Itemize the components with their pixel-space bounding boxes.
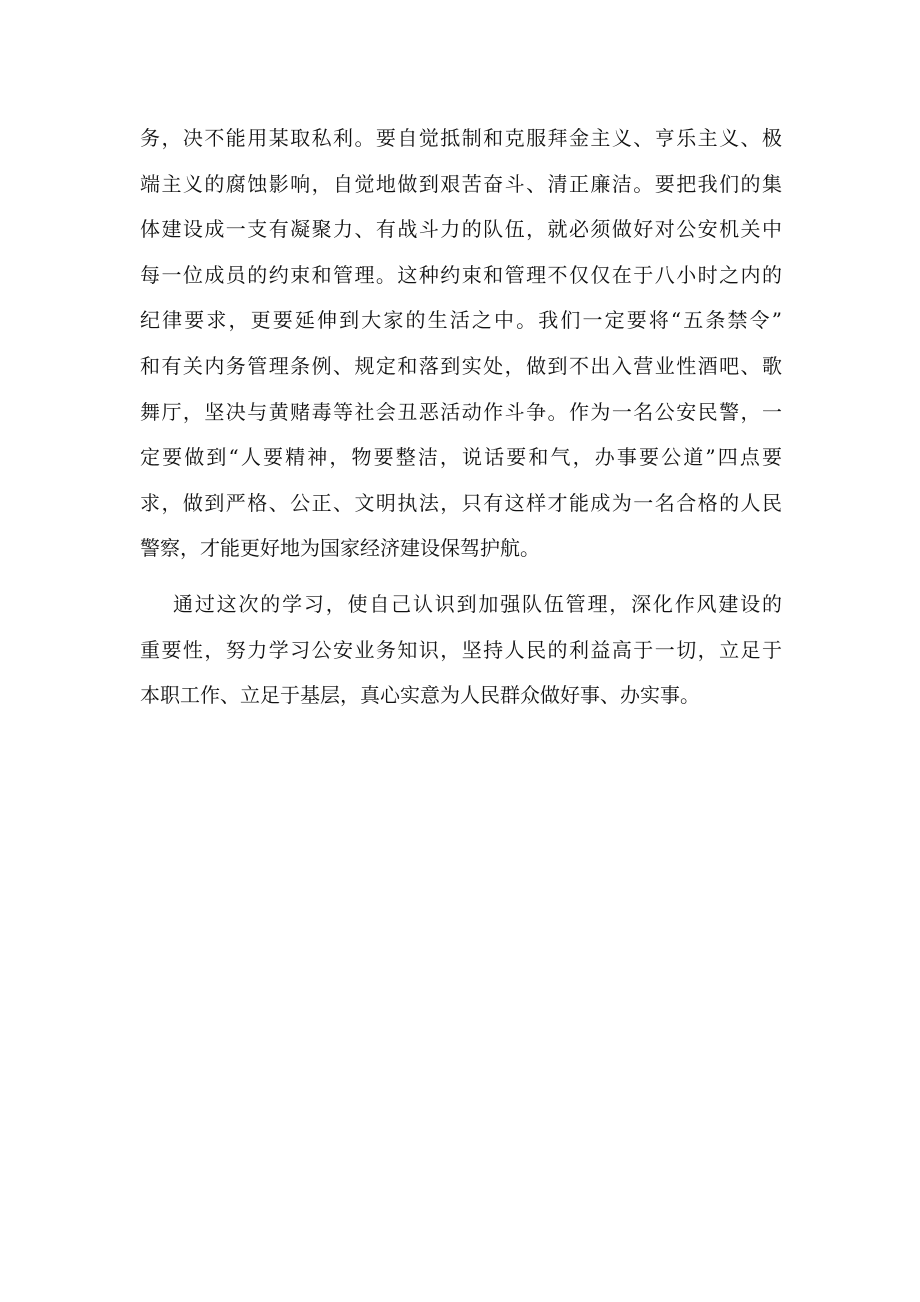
- text-line: 本职工作、立足于基层，真心实意为人民群众做好事、办实事。: [140, 683, 700, 708]
- text-line: 端主义的腐蚀影响，自觉地做到艰苦奋斗、清正廉洁。要把我们的集: [140, 171, 782, 196]
- text-line: 通过这次的学习，使自己认识到加强队伍管理，深化作风建设的: [173, 591, 782, 616]
- paragraph-1: [140, 116, 782, 572]
- text-line: 体建设成一支有凝聚力、有战斗力的队伍，就必须做好对公安机关中: [140, 217, 782, 242]
- text-line: 舞厅，坚决与黄赌毒等社会丑恶活动作斗争。作为一名公安民警，一: [140, 399, 782, 424]
- text-line: 务，决不能用某取私利。要自觉抵制和克服拜金主义、亨乐主义、极: [140, 126, 782, 150]
- document-body: [140, 116, 782, 719]
- text-line: 警察，才能更好地为国家经济建设保驾护航。: [140, 536, 540, 561]
- paragraph-2: [140, 582, 782, 719]
- text-line: 纪律要求，更要延伸到大家的生活之中。我们一定要将“五条禁令”: [140, 308, 782, 333]
- text-line: 重要性，努力学习公安业务知识，坚持人民的利益高于一切，立足于: [140, 637, 782, 662]
- text-line: 求，做到严格、公正、文明执法，只有这样才能成为一名合格的人民: [140, 490, 782, 515]
- paragraph-spacer: [140, 572, 782, 582]
- text-line: 每一位成员的约束和管理。这种约束和管理不仅仅在于八小时之内的: [140, 262, 782, 287]
- text-line: 和有关内务管理条例、规定和落到实处，做到不出入营业性酒吧、歌: [140, 353, 782, 378]
- text-line: 定要做到“人要精神，物要整洁，说话要和气，办事要公道”四点要: [140, 445, 782, 470]
